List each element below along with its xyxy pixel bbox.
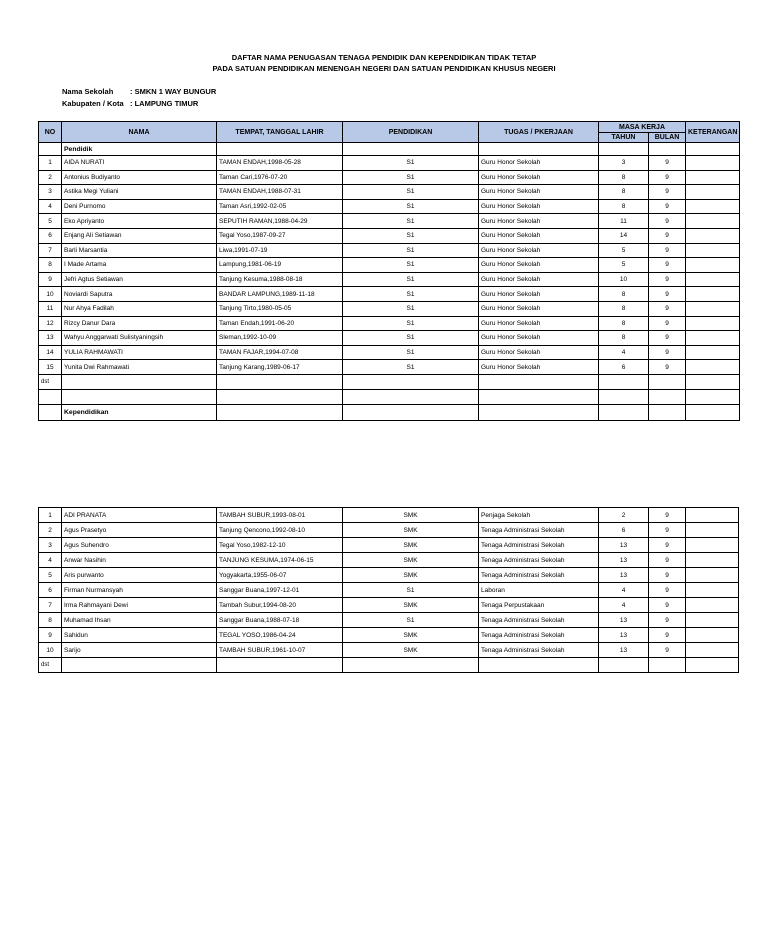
cell-nama: Sarijo xyxy=(62,643,217,658)
table-row xyxy=(39,345,740,360)
cell-tahun: 8 xyxy=(599,301,649,316)
cell-tahun: 13 xyxy=(599,538,649,553)
cell-keterangan xyxy=(686,156,740,171)
cell-keterangan xyxy=(686,316,740,331)
table-row xyxy=(39,628,739,643)
cell-nama: Rizcy Danur Dara xyxy=(62,316,217,331)
cell-pendidikan: S1 xyxy=(343,170,479,185)
empty-cell xyxy=(343,658,479,673)
cell-nama: Enjang Ali Setiawan xyxy=(62,228,217,243)
table-row xyxy=(39,583,739,598)
cell-nama: Wahyu Anggarwati Sulistyaningsih xyxy=(62,331,217,346)
cell-tahun: 13 xyxy=(599,568,649,583)
cell-no: 7 xyxy=(39,598,62,613)
cell-nama: Muhamad Ihsan xyxy=(62,613,217,628)
empty-row xyxy=(39,374,740,389)
empty-cell xyxy=(649,658,686,673)
cell-pendidikan: SMK xyxy=(343,598,479,613)
cell-nama: Deni Purnomo xyxy=(62,199,217,214)
table-row xyxy=(39,538,739,553)
cell-pendidikan: SMK xyxy=(343,643,479,658)
cell-bulan: 9 xyxy=(649,214,686,229)
district-label: Kabupaten / Kota xyxy=(62,99,124,108)
cell-no: 3 xyxy=(39,538,62,553)
cell-keterangan xyxy=(686,214,740,229)
empty-cell xyxy=(343,374,479,389)
cell-no: 10 xyxy=(39,287,62,302)
cell-bulan: 9 xyxy=(649,628,686,643)
cell-no: 2 xyxy=(39,523,62,538)
cell-keterangan xyxy=(686,272,740,287)
cell-pendidikan: S1 xyxy=(343,583,479,598)
cell-bulan: 9 xyxy=(649,553,686,568)
cell-ttl: Sanggar Buana,1997-12-01 xyxy=(217,583,343,598)
cell-ttl: TAMAN ENDAH,1998-05-28 xyxy=(217,156,343,171)
cell-bulan: 9 xyxy=(649,199,686,214)
table-row xyxy=(39,643,739,658)
empty-cell xyxy=(217,658,343,673)
cell-pendidikan: S1 xyxy=(343,156,479,171)
cell-bulan: 9 xyxy=(649,613,686,628)
cell-bulan: 9 xyxy=(649,185,686,200)
cell-tahun: 8 xyxy=(599,331,649,346)
cell-pendidikan: S1 xyxy=(343,301,479,316)
cell-tugas: Penjaga Sekolah xyxy=(479,508,599,523)
cell-no: 9 xyxy=(39,628,62,643)
cell-no: 5 xyxy=(39,214,62,229)
school-value: : SMKN 1 WAY BUNGUR xyxy=(130,87,217,96)
cell-ttl: Tanjung Qencono,1992-08-10 xyxy=(217,523,343,538)
empty-cell xyxy=(599,374,649,389)
cell-nama: Aris purwanto xyxy=(62,568,217,583)
cell-keterangan xyxy=(686,553,739,568)
cell-bulan: 9 xyxy=(649,301,686,316)
header-no: NO xyxy=(39,122,62,143)
cell-keterangan xyxy=(686,568,739,583)
cell-tugas: Tenaga Administrasi Sekolah xyxy=(479,643,599,658)
cell-ttl: Tanjung Kesuma,1988-08-18 xyxy=(217,272,343,287)
cell-bulan: 9 xyxy=(649,508,686,523)
cell-keterangan xyxy=(686,508,739,523)
cell-tahun: 10 xyxy=(599,272,649,287)
cell-bulan: 9 xyxy=(649,228,686,243)
cell-keterangan xyxy=(686,170,740,185)
cell-nama: Yunita Dwi Rahmawati xyxy=(62,360,217,375)
cell-ttl: TAMBAH SUBUR,1993-08-01 xyxy=(217,508,343,523)
cell-tugas: Guru Honor Sekolah xyxy=(479,272,599,287)
cell-keterangan xyxy=(686,583,739,598)
cell-ttl: Tanjung Tirto,1980-05-05 xyxy=(217,301,343,316)
cell-bulan: 9 xyxy=(649,156,686,171)
table-row xyxy=(39,199,740,214)
cell-ttl: Taman Endah,1991-06-20 xyxy=(217,316,343,331)
cell-ttl: SEPUTIH RAMAN,1988-04-29 xyxy=(217,214,343,229)
cell-no: 10 xyxy=(39,643,62,658)
cell-tahun: 13 xyxy=(599,553,649,568)
cell-keterangan xyxy=(686,258,740,273)
cell-pendidikan: S1 xyxy=(343,214,479,229)
school-info xyxy=(62,87,216,96)
cell-nama: Eko Apriyanto xyxy=(62,214,217,229)
cell-ttl: Yogyakarta,1955-06-07 xyxy=(217,568,343,583)
cell-pendidikan: S1 xyxy=(343,331,479,346)
cell-tugas: Tenaga Administrasi Sekolah xyxy=(479,628,599,643)
cell-no: 1 xyxy=(39,508,62,523)
cell-ttl: TANJUNG KESUMA,1974-06-15 xyxy=(217,553,343,568)
table-row xyxy=(39,613,739,628)
empty-cell xyxy=(479,658,599,673)
table-row xyxy=(39,243,740,258)
section-kependidikan-label: Kependidikan xyxy=(62,404,217,420)
empty-cell xyxy=(343,389,479,404)
cell-tahun: 8 xyxy=(599,170,649,185)
cell-tugas: Guru Honor Sekolah xyxy=(479,345,599,360)
cell-tugas: Tenaga Administrasi Sekolah xyxy=(479,538,599,553)
cell-nama: Astika Megi Yuliani xyxy=(62,185,217,200)
cell-tahun: 4 xyxy=(599,598,649,613)
cell-tugas: Guru Honor Sekolah xyxy=(479,185,599,200)
cell-bulan: 9 xyxy=(649,538,686,553)
cell-keterangan xyxy=(686,523,739,538)
header-tahun: TAHUN xyxy=(599,133,649,143)
cell-nama: YULIA RAHMAWATI xyxy=(62,345,217,360)
cell-nama: Agus Suhendro xyxy=(62,538,217,553)
empty-cell xyxy=(649,404,686,420)
cell-no: 12 xyxy=(39,316,62,331)
cell-no: 15 xyxy=(39,360,62,375)
table-row xyxy=(39,523,739,538)
cell-nama: ADI PRANATA xyxy=(62,508,217,523)
cell-pendidikan: S1 xyxy=(343,613,479,628)
cell-tahun: 8 xyxy=(599,185,649,200)
cell-tugas: Guru Honor Sekolah xyxy=(479,214,599,229)
cell-bulan: 9 xyxy=(649,170,686,185)
cell-pendidikan: S1 xyxy=(343,228,479,243)
cell-tugas: Guru Honor Sekolah xyxy=(479,316,599,331)
empty-cell xyxy=(217,389,343,404)
cell-ttl: Tambah Subur,1994-08-20 xyxy=(217,598,343,613)
cell-tugas: Guru Honor Sekolah xyxy=(479,170,599,185)
table-row xyxy=(39,568,739,583)
cell-nama: Barli Marsantia xyxy=(62,243,217,258)
cell-no: 1 xyxy=(39,156,62,171)
cell-tugas: Tenaga Administrasi Sekolah xyxy=(479,553,599,568)
cell-pendidikan: S1 xyxy=(343,199,479,214)
header-tugas: TUGAS / PKERJAAN xyxy=(479,122,599,143)
cell-ttl: Taman Asri,1992-02-05 xyxy=(217,199,343,214)
cell-ttl: TAMBAH SUBUR,1961-10-07 xyxy=(217,643,343,658)
cell-keterangan xyxy=(686,199,740,214)
cell-ttl: Taman Cari,1976-07-20 xyxy=(217,170,343,185)
cell-tahun: 8 xyxy=(599,316,649,331)
cell-tahun: 3 xyxy=(599,156,649,171)
table-row xyxy=(39,331,740,346)
empty-cell xyxy=(62,389,217,404)
empty-cell xyxy=(686,389,740,404)
district-info xyxy=(62,99,198,108)
cell-bulan: 9 xyxy=(649,643,686,658)
cell-tahun: 14 xyxy=(599,228,649,243)
cell-pendidikan: SMK xyxy=(343,538,479,553)
empty-cell xyxy=(599,389,649,404)
cell-bulan: 9 xyxy=(649,360,686,375)
cell-tugas: Tenaga Administrasi Sekolah xyxy=(479,613,599,628)
cell-ttl: Lampung,1981-06-19 xyxy=(217,258,343,273)
header-pendidikan: PENDIDIKAN xyxy=(343,122,479,143)
cell-tahun: 8 xyxy=(599,199,649,214)
cell-ttl: BANDAR LAMPUNG,1989-11-18 xyxy=(217,287,343,302)
empty-cell xyxy=(62,658,217,673)
cell-keterangan xyxy=(686,301,740,316)
empty-cell xyxy=(686,374,740,389)
table-row xyxy=(39,316,740,331)
cell-nama: Agus Prasetyo xyxy=(62,523,217,538)
cell-no: 5 xyxy=(39,568,62,583)
empty-cell xyxy=(62,374,217,389)
empty-row xyxy=(39,658,739,673)
table-row xyxy=(39,228,740,243)
table-row xyxy=(39,508,739,523)
cell-ttl: Sanggar Buana,1988-07-18 xyxy=(217,613,343,628)
cell-tugas: Guru Honor Sekolah xyxy=(479,156,599,171)
cell-pendidikan: S1 xyxy=(343,287,479,302)
cell-bulan: 9 xyxy=(649,316,686,331)
cell-pendidikan: S1 xyxy=(343,272,479,287)
cell-pendidikan: SMK xyxy=(343,628,479,643)
table-row xyxy=(39,360,740,375)
table-row xyxy=(39,214,740,229)
pendidik-table xyxy=(38,121,740,421)
cell-tahun: 2 xyxy=(599,508,649,523)
cell-tugas: Guru Honor Sekolah xyxy=(479,287,599,302)
header-nama: NAMA xyxy=(62,122,217,143)
cell-bulan: 9 xyxy=(649,523,686,538)
cell-no: 14 xyxy=(39,345,62,360)
cell-keterangan xyxy=(686,185,740,200)
cell-pendidikan: SMK xyxy=(343,553,479,568)
cell-bulan: 9 xyxy=(649,568,686,583)
cell-no: 9 xyxy=(39,272,62,287)
cell-tugas: Guru Honor Sekolah xyxy=(479,243,599,258)
cell-keterangan xyxy=(686,360,740,375)
table-row xyxy=(39,301,740,316)
cell-ttl: TAMAN FAJAR,1994-07-08 xyxy=(217,345,343,360)
cell-keterangan xyxy=(686,345,740,360)
cell-pendidikan: SMK xyxy=(343,523,479,538)
cell-no: 13 xyxy=(39,331,62,346)
cell-ttl: Liwa,1991-07-19 xyxy=(217,243,343,258)
cell-bulan: 9 xyxy=(649,583,686,598)
cell-nama: Sahidun xyxy=(62,628,217,643)
cell-pendidikan: SMK xyxy=(343,508,479,523)
cell-tugas: Guru Honor Sekolah xyxy=(479,199,599,214)
cell-nama: Noviardi Saputra xyxy=(62,287,217,302)
cell-no: 4 xyxy=(39,199,62,214)
cell-tugas: Guru Honor Sekolah xyxy=(479,258,599,273)
cell-ttl: TEGAL YOSO,1986-04-24 xyxy=(217,628,343,643)
cell-bulan: 9 xyxy=(649,345,686,360)
section-pendidik-label: Pendidik xyxy=(62,143,217,156)
document-title-line2: PADA SATUAN PENDIDIKAN MENENGAH NEGERI DAN SATUAN PENDIDIKAN KHUSUS NEGERI xyxy=(212,64,556,73)
cell-no: 4 xyxy=(39,553,62,568)
empty-cell xyxy=(479,404,599,420)
cell-bulan: 9 xyxy=(649,272,686,287)
cell-nama: Nur Ahya Fadilah xyxy=(62,301,217,316)
cell-keterangan xyxy=(686,243,740,258)
cell-no: 6 xyxy=(39,228,62,243)
cell-ttl: Tegal Yoso,1987-09-27 xyxy=(217,228,343,243)
cell-tugas: Guru Honor Sekolah xyxy=(479,360,599,375)
cell-ttl: Tanjung Karang,1989-06-17 xyxy=(217,360,343,375)
cell-nama: Jefri Agtus Setiawan xyxy=(62,272,217,287)
cell-tahun: 6 xyxy=(599,523,649,538)
table-row xyxy=(39,258,740,273)
cell-tahun: 4 xyxy=(599,583,649,598)
cell-tugas: Tenaga Administrasi Sekolah xyxy=(479,523,599,538)
cell-nama: Antonius Budiyanto xyxy=(62,170,217,185)
cell-tahun: 11 xyxy=(599,214,649,229)
empty-cell xyxy=(39,404,62,420)
empty-cell xyxy=(343,404,479,420)
empty-cell xyxy=(217,374,343,389)
table-row xyxy=(39,553,739,568)
cell-keterangan xyxy=(686,598,739,613)
header-masa-kerja: MASA KERJA xyxy=(599,122,686,133)
cell-nama: Irma Rahmayani Dewi xyxy=(62,598,217,613)
cell-ttl: TAMAN ENDAH,1988-07-31 xyxy=(217,185,343,200)
cell-pendidikan: S1 xyxy=(343,345,479,360)
cell-tugas: Guru Honor Sekolah xyxy=(479,228,599,243)
empty-cell xyxy=(686,658,739,673)
document-title-line1: DAFTAR NAMA PENUGASAN TENAGA PENDIDIK DAN KEPENDIDIKAN TIDAK TETAP xyxy=(231,53,537,62)
cell-pendidikan: SMK xyxy=(343,568,479,583)
table-row xyxy=(39,598,739,613)
cell-nama: Anwar Nasihin xyxy=(62,553,217,568)
kependidikan-table xyxy=(38,507,739,673)
table-row xyxy=(39,272,740,287)
empty-cell xyxy=(599,658,649,673)
empty-cell xyxy=(217,404,343,420)
empty-cell xyxy=(39,389,62,404)
dst-label: dst xyxy=(39,658,62,673)
cell-keterangan xyxy=(686,643,739,658)
cell-tugas: Guru Honor Sekolah xyxy=(479,301,599,316)
cell-bulan: 9 xyxy=(649,258,686,273)
empty-row xyxy=(39,404,740,420)
cell-tahun: 13 xyxy=(599,628,649,643)
cell-nama: Firman Nurmansyah xyxy=(62,583,217,598)
cell-bulan: 9 xyxy=(649,598,686,613)
cell-keterangan xyxy=(686,613,739,628)
table-row xyxy=(39,170,740,185)
header-keterangan: KETERANGAN xyxy=(686,122,740,143)
cell-no: 11 xyxy=(39,301,62,316)
district-value: : LAMPUNG TIMUR xyxy=(130,99,199,108)
cell-tahun: 13 xyxy=(599,613,649,628)
cell-ttl: Sleman,1992-10-09 xyxy=(217,331,343,346)
cell-tahun: 5 xyxy=(599,243,649,258)
cell-pendidikan: S1 xyxy=(343,243,479,258)
empty-cell xyxy=(649,374,686,389)
empty-cell xyxy=(686,404,740,420)
cell-tahun: 8 xyxy=(599,287,649,302)
cell-nama: AIDA NURATI xyxy=(62,156,217,171)
table-row xyxy=(39,185,740,200)
cell-bulan: 9 xyxy=(649,287,686,302)
cell-tahun: 6 xyxy=(599,360,649,375)
cell-no: 2 xyxy=(39,170,62,185)
cell-tugas: Guru Honor Sekolah xyxy=(479,331,599,346)
cell-keterangan xyxy=(686,287,740,302)
header-ttl: TEMPAT, TANGGAL LAHIR xyxy=(217,122,343,143)
cell-no: 3 xyxy=(39,185,62,200)
empty-cell xyxy=(479,374,599,389)
cell-tahun: 4 xyxy=(599,345,649,360)
empty-cell xyxy=(599,404,649,420)
cell-ttl: Tegal Yoso,1982-12-10 xyxy=(217,538,343,553)
cell-no: 8 xyxy=(39,258,62,273)
cell-tugas: Tenaga Perpustakaan xyxy=(479,598,599,613)
dst-label: dst xyxy=(39,374,62,389)
cell-tugas: Tenaga Administrasi Sekolah xyxy=(479,568,599,583)
cell-pendidikan: S1 xyxy=(343,185,479,200)
table-row xyxy=(39,287,740,302)
cell-bulan: 9 xyxy=(649,243,686,258)
cell-no: 7 xyxy=(39,243,62,258)
cell-keterangan xyxy=(686,628,739,643)
cell-pendidikan: S1 xyxy=(343,258,479,273)
cell-nama: I Made Artama xyxy=(62,258,217,273)
cell-keterangan xyxy=(686,228,740,243)
cell-no: 6 xyxy=(39,583,62,598)
cell-pendidikan: S1 xyxy=(343,360,479,375)
cell-bulan: 9 xyxy=(649,331,686,346)
cell-keterangan xyxy=(686,538,739,553)
cell-no: 8 xyxy=(39,613,62,628)
school-label: Nama Sekolah xyxy=(62,87,114,96)
table-row xyxy=(39,156,740,171)
cell-pendidikan: S1 xyxy=(343,316,479,331)
cell-tahun: 5 xyxy=(599,258,649,273)
empty-cell xyxy=(649,389,686,404)
empty-cell xyxy=(479,389,599,404)
cell-keterangan xyxy=(686,331,740,346)
header-bulan: BULAN xyxy=(649,133,686,143)
cell-tahun: 13 xyxy=(599,643,649,658)
cell-tugas: Laboran xyxy=(479,583,599,598)
empty-row xyxy=(39,389,740,404)
